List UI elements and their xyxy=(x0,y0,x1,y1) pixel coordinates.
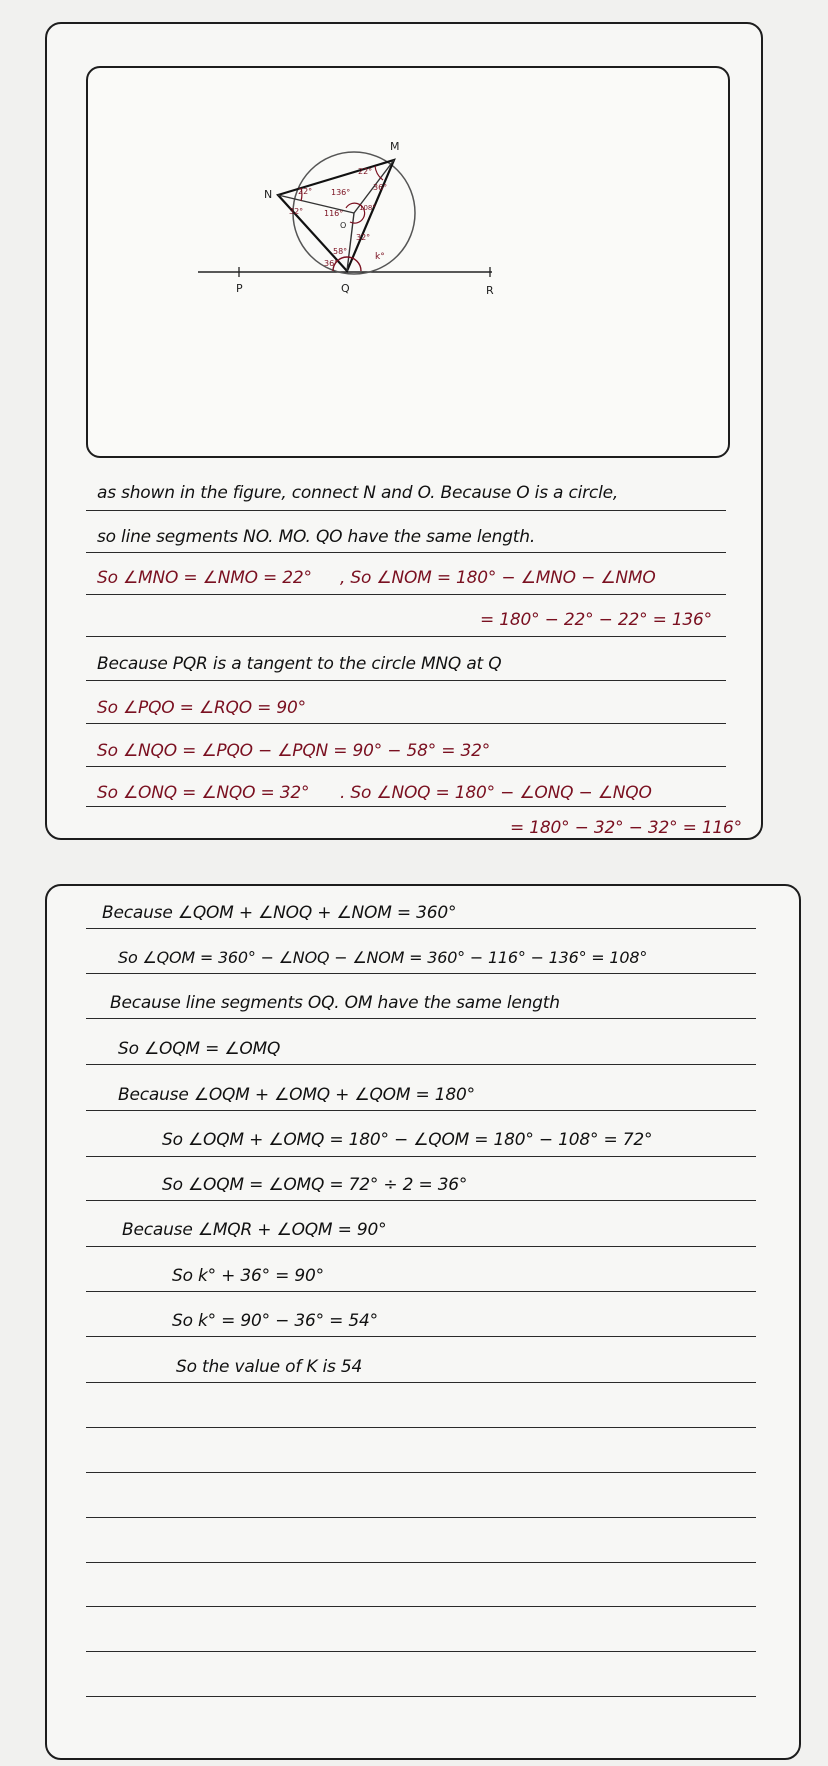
label-r: R xyxy=(486,284,494,297)
solution-line: So ∠MNO = ∠NMO = 22° xyxy=(97,568,312,588)
angle-noq: 116° xyxy=(324,209,344,218)
angle-ono: 32° xyxy=(289,207,304,216)
solution-line: as shown in the figure, connect N and O. Because O is a circle, xyxy=(97,483,619,503)
rule xyxy=(86,1336,756,1337)
angle-omq: 36° xyxy=(373,183,388,192)
rule xyxy=(86,636,726,637)
solution-line: So the value of K is 54 xyxy=(176,1357,363,1377)
solution-line: Because line segments OQ. OM have the same length xyxy=(110,993,560,1013)
rule xyxy=(86,1064,756,1065)
rule xyxy=(86,552,726,553)
angle-nqp: 58° xyxy=(333,247,348,256)
label-m: M xyxy=(390,140,400,153)
solution-line: . So ∠NOQ = 180° − ∠ONQ − ∠NQO xyxy=(340,783,652,803)
label-q: Q xyxy=(341,282,350,295)
rule xyxy=(86,723,726,724)
rule xyxy=(86,1427,756,1428)
rule xyxy=(86,1156,756,1157)
label-o: O xyxy=(340,221,347,230)
rule xyxy=(86,594,726,595)
solution-line: So ∠OQM + ∠OMQ = 180° − ∠QOM = 180° − 108° = 72° xyxy=(162,1130,653,1150)
rule xyxy=(86,1110,756,1111)
solution-line: Because ∠MQR + ∠OQM = 90° xyxy=(122,1220,387,1240)
rule xyxy=(86,1562,756,1563)
rule xyxy=(86,1246,756,1247)
rule xyxy=(86,806,726,807)
rule xyxy=(86,1200,756,1201)
solution-line: So ∠OQM = ∠OMQ xyxy=(118,1039,281,1059)
solution-line: So ∠NQO = ∠PQO − ∠PQN = 90° − 58° = 32° xyxy=(97,741,491,761)
solution-line: Because PQR is a tangent to the circle MNQ at Q xyxy=(97,654,502,674)
angle-mno: 22° xyxy=(298,187,313,196)
solution-line: Because ∠QOM + ∠NOQ + ∠NOM = 360° xyxy=(102,903,457,923)
solution-line: so line segments NO. MO. QO have the same length. xyxy=(97,527,536,547)
solution-line: So k° = 90° − 36° = 54° xyxy=(172,1311,378,1331)
label-p: P xyxy=(236,282,243,295)
rule xyxy=(86,1018,756,1019)
rule xyxy=(86,973,756,974)
solution-line: So k° + 36° = 90° xyxy=(172,1266,324,1286)
rule xyxy=(86,510,726,511)
rule xyxy=(86,928,756,929)
angle-nmo: 22° xyxy=(358,167,373,176)
solution-line: So ∠PQO = ∠RQO = 90° xyxy=(97,698,306,718)
angle-oqm: 36° xyxy=(324,259,339,268)
angle-nom: 136° xyxy=(331,188,351,197)
rule xyxy=(86,1696,756,1697)
angle-moq: 108° xyxy=(359,204,376,212)
solution-line: So ∠QOM = 360° − ∠NOQ − ∠NOM = 360° − 116° − 136° = 108° xyxy=(118,948,648,967)
rule xyxy=(86,1382,756,1383)
angle-onq: 32° xyxy=(356,233,371,242)
rule xyxy=(86,1606,756,1607)
rule xyxy=(86,766,726,767)
rule xyxy=(86,1472,756,1473)
solution-line: So ∠ONQ = ∠NQO = 32° xyxy=(97,783,310,803)
solution-card-2 xyxy=(45,884,801,1760)
rule xyxy=(86,1291,756,1292)
solution-line: = 180° − 32° − 32° = 116° xyxy=(510,818,742,838)
solution-line: = 180° − 22° − 22° = 136° xyxy=(480,610,712,630)
solution-line: So ∠OQM = ∠OMQ = 72° ÷ 2 = 36° xyxy=(162,1175,468,1195)
rule xyxy=(86,1651,756,1652)
rule xyxy=(86,1517,756,1518)
arc-m xyxy=(375,166,383,180)
angle-mqr: k° xyxy=(375,252,385,262)
solution-line: Because ∠OQM + ∠OMQ + ∠QOM = 180° xyxy=(118,1085,475,1105)
rule xyxy=(86,680,726,681)
figure-box xyxy=(86,66,730,458)
solution-line: , So ∠NOM = 180° − ∠MNO − ∠NMO xyxy=(340,568,656,588)
label-n: N xyxy=(264,188,273,201)
geometry-figure xyxy=(88,68,728,456)
